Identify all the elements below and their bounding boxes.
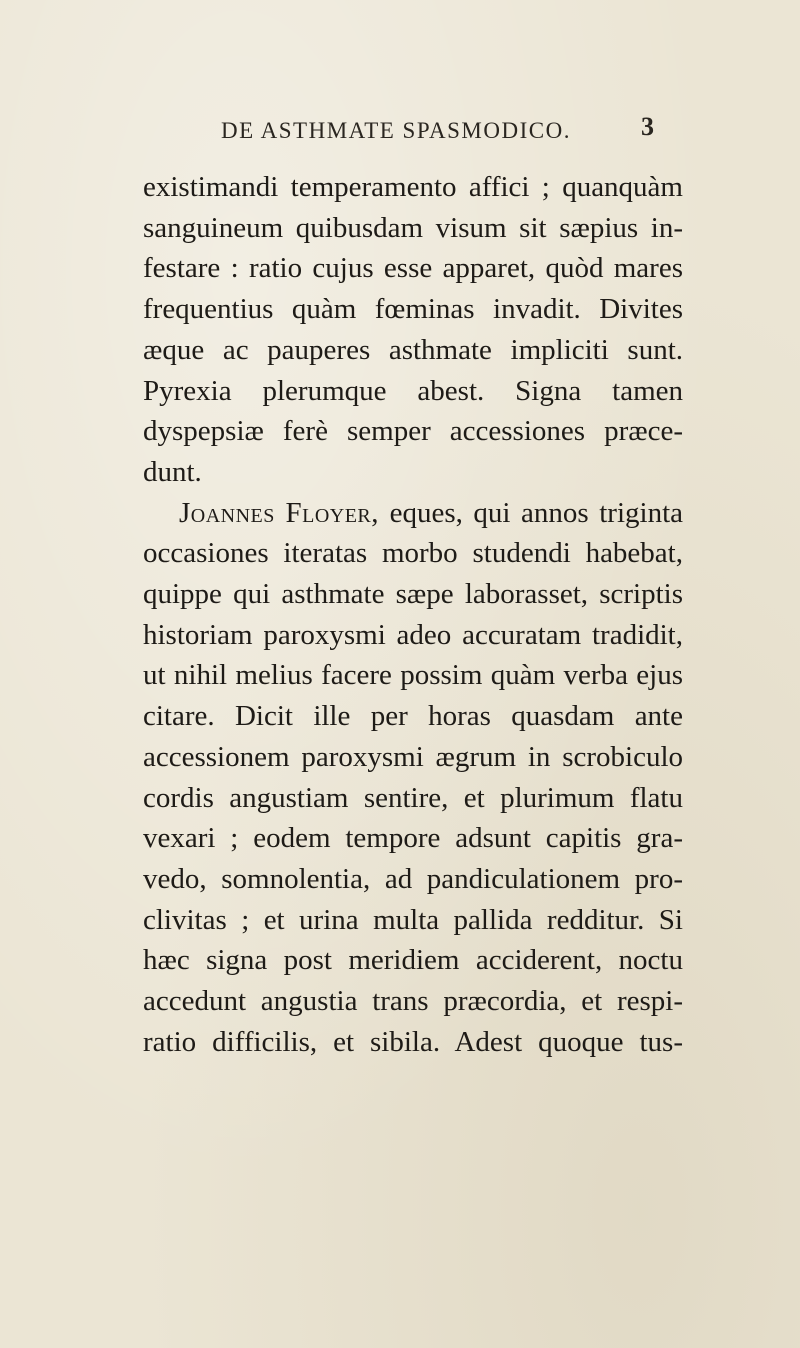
text-fragment: eques, qui annos triginta [389, 496, 683, 529]
text-line: vexari ; eodem tempore adsunt capitis gra- [143, 822, 683, 855]
text-line: occasiones iteratas morbo studendi habebat, [143, 537, 683, 570]
text-line: accedunt angustia trans præcordia, et respi- [143, 985, 683, 1018]
text-line: dyspepsiæ ferè semper accessiones præce- [143, 415, 683, 448]
text-line: hæc signa post meridiem acciderent, noctu [143, 944, 683, 977]
text-line: Pyrexia plerumque abest. Signa tamen [143, 374, 683, 407]
text-line: clivitas ; et urina multa pallida redditur. Si [143, 903, 683, 936]
text-line: ut nihil melius facere possim quàm verba ejus [143, 659, 683, 692]
text-line: existimandi temperamento affici ; quanquàm [143, 171, 683, 203]
page-number: 3 [641, 112, 654, 141]
text-line: ratio difficilis, et sibila. Adest quoque tus- [143, 1025, 683, 1058]
text-line: historiam paroxysmi adeo accuratam tradidit, [143, 618, 683, 651]
text-line: æque ac pauperes asthmate impliciti sunt. [143, 333, 683, 366]
author-first-name: Joannes [179, 496, 275, 529]
body-text [143, 167, 683, 1062]
author-last-name: Floyer, [285, 496, 380, 529]
text-line: cordis angustiam sentire, et plurimum flatu [143, 781, 683, 814]
text-line: sanguineum quibusdam visum sit sæpius in- [143, 211, 683, 244]
text-line: accessionem paroxysmi ægrum in scrobiculo [143, 740, 683, 773]
text-line: quippe qui asthmate sæpe laborasset, scriptis [143, 578, 683, 611]
paragraph-opening-line [143, 493, 683, 534]
text-line: vedo, somnolentia, ad pandiculationem pro- [143, 862, 683, 895]
text-line: dunt. [143, 455, 202, 488]
text-line: citare. Dicit ille per horas quasdam ante [143, 700, 683, 733]
text-line: festare : ratio cujus esse apparet, quòd mares [143, 252, 683, 285]
text-line: frequentius quàm fœminas invadit. Divites [143, 293, 683, 326]
running-title: DE ASTHMATE SPASMODICO. [221, 118, 571, 143]
